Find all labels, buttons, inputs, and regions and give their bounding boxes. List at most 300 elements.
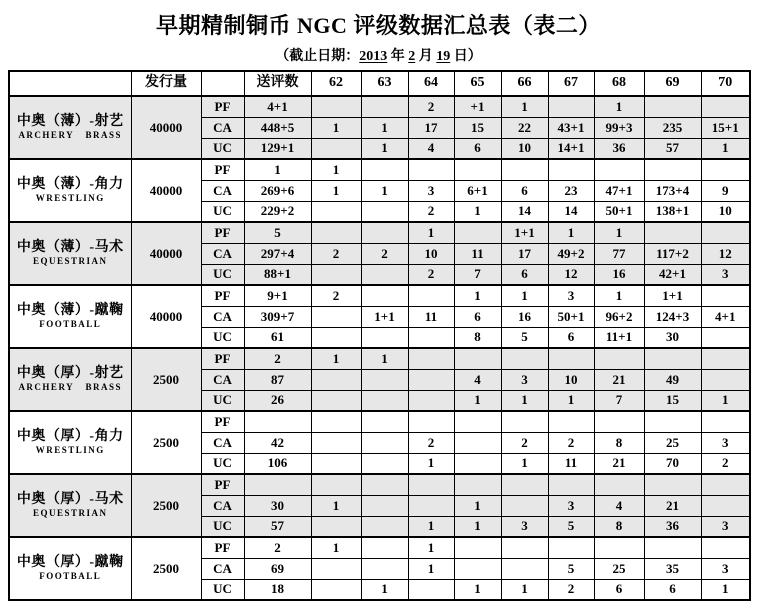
grade-count-cell: 4 — [594, 495, 644, 516]
grade-count-cell: 12 — [701, 243, 750, 264]
grade-type-cell: UC — [201, 453, 244, 474]
grade-count-cell: 1 — [311, 159, 361, 180]
grade-type-cell: PF — [201, 411, 244, 432]
grade-count-cell: 1 — [454, 390, 501, 411]
grade-count-cell: 12 — [548, 264, 594, 285]
grade-type-cell: UC — [201, 327, 244, 348]
grade-count-cell: 8 — [454, 327, 501, 348]
grade-count-cell — [454, 159, 501, 180]
grade-type-cell: UC — [201, 201, 244, 222]
grade-count-cell — [311, 222, 361, 243]
mintage-cell: 40000 — [131, 222, 201, 285]
mintage-cell: 2500 — [131, 411, 201, 474]
grade-type-cell: PF — [201, 537, 244, 558]
coin-name-cn: 中奥（薄）-角力 — [16, 176, 124, 192]
table-row — [9, 348, 750, 369]
grade-count-cell: 6 — [644, 579, 701, 600]
grade-header-67: 67 — [548, 71, 594, 96]
grade-count-cell — [408, 327, 454, 348]
grade-count-cell — [311, 369, 361, 390]
grade-type-header — [201, 71, 244, 96]
grade-count-cell: 1 — [361, 348, 408, 369]
subtitle-month: 2 — [408, 49, 416, 64]
grade-count-cell: 1 — [408, 453, 454, 474]
grade-count-cell — [311, 306, 361, 327]
submitted-count-cell: 106 — [244, 453, 311, 474]
grade-count-cell — [701, 222, 750, 243]
grade-count-cell: 7 — [454, 264, 501, 285]
grade-count-cell: 10 — [408, 243, 454, 264]
grade-type-cell: UC — [201, 390, 244, 411]
grade-count-cell: 96+2 — [594, 306, 644, 327]
submitted-count-cell — [244, 411, 311, 432]
grade-count-cell: 14 — [501, 201, 548, 222]
grade-count-cell: 1 — [361, 180, 408, 201]
grade-count-cell: 1 — [311, 348, 361, 369]
grade-type-cell: CA — [201, 558, 244, 579]
grade-count-cell: 1 — [454, 579, 501, 600]
grade-count-cell — [311, 264, 361, 285]
table-row — [9, 285, 750, 306]
grade-count-cell: 21 — [644, 495, 701, 516]
grade-header-66: 66 — [501, 71, 548, 96]
grade-count-cell: 15 — [644, 390, 701, 411]
grade-count-cell — [311, 558, 361, 579]
grade-count-cell — [701, 96, 750, 117]
grade-count-cell: 2 — [501, 432, 548, 453]
grade-count-cell: 77 — [594, 243, 644, 264]
grade-count-cell — [408, 495, 454, 516]
grade-count-cell: 10 — [548, 369, 594, 390]
coin-name-cn: 中奥（厚）-蹴鞠 — [16, 554, 124, 570]
grade-count-cell: 11 — [548, 453, 594, 474]
grade-header-69: 69 — [644, 71, 701, 96]
grade-header-68: 68 — [594, 71, 644, 96]
grade-type-cell: PF — [201, 159, 244, 180]
grade-count-cell — [548, 159, 594, 180]
grade-count-cell: 1 — [594, 222, 644, 243]
grade-count-cell: 21 — [594, 453, 644, 474]
grade-count-cell: 1 — [361, 579, 408, 600]
grade-count-cell: 3 — [548, 285, 594, 306]
grade-type-cell: PF — [201, 96, 244, 117]
grade-count-cell — [548, 474, 594, 495]
grade-count-cell — [311, 579, 361, 600]
grade-count-cell: 22 — [501, 117, 548, 138]
grade-count-cell — [408, 474, 454, 495]
grade-count-cell: 2 — [408, 96, 454, 117]
grade-count-cell — [501, 558, 548, 579]
grade-count-cell: 1 — [501, 390, 548, 411]
grade-count-cell — [548, 537, 594, 558]
grade-count-cell: 1 — [701, 138, 750, 159]
grade-count-cell: 15 — [454, 117, 501, 138]
mintage-cell: 2500 — [131, 348, 201, 411]
grade-count-cell: 4+1 — [701, 306, 750, 327]
grade-count-cell — [361, 558, 408, 579]
grade-count-cell: 2 — [408, 201, 454, 222]
submitted-count-cell: 61 — [244, 327, 311, 348]
grade-count-cell — [644, 222, 701, 243]
grade-count-cell: 6 — [454, 306, 501, 327]
grade-count-cell — [501, 159, 548, 180]
table-row — [9, 159, 750, 180]
grade-count-cell — [361, 453, 408, 474]
grade-count-cell: 36 — [594, 138, 644, 159]
grade-count-cell: 6 — [548, 327, 594, 348]
grade-count-cell: 11 — [408, 306, 454, 327]
submitted-count-cell: 69 — [244, 558, 311, 579]
submitted-count-cell: 2 — [244, 537, 311, 558]
grade-count-cell — [361, 495, 408, 516]
subtitle-year: 2013 — [359, 49, 388, 64]
grade-count-cell: 117+2 — [644, 243, 701, 264]
grade-count-cell: 36 — [644, 516, 701, 537]
grade-count-cell: 21 — [594, 369, 644, 390]
grade-header-65: 65 — [454, 71, 501, 96]
grade-count-cell: 2 — [361, 243, 408, 264]
grade-count-cell — [311, 411, 361, 432]
grade-count-cell: 99+3 — [594, 117, 644, 138]
grade-count-cell — [644, 159, 701, 180]
grade-count-cell: 1 — [594, 285, 644, 306]
submitted-count-cell: 87 — [244, 369, 311, 390]
mintage-header: 发行量 — [131, 71, 201, 96]
grade-count-cell: 1 — [311, 180, 361, 201]
grade-count-cell: 3 — [701, 432, 750, 453]
submitted-header: 送评数 — [244, 71, 311, 96]
grade-count-cell: 9 — [701, 180, 750, 201]
grade-count-cell: 25 — [644, 432, 701, 453]
submitted-count-cell: 4+1 — [244, 96, 311, 117]
page — [0, 9, 757, 601]
grade-count-cell: 1 — [594, 96, 644, 117]
grade-count-cell: 1 — [311, 117, 361, 138]
grade-count-cell — [408, 411, 454, 432]
coin-label-cell — [9, 411, 131, 474]
mintage-cell: 2500 — [131, 537, 201, 600]
grade-count-cell — [408, 348, 454, 369]
grade-count-cell: 124+3 — [644, 306, 701, 327]
grade-type-cell: UC — [201, 579, 244, 600]
grade-count-cell — [454, 453, 501, 474]
grade-count-cell — [594, 348, 644, 369]
grade-count-cell — [361, 201, 408, 222]
grade-count-cell — [361, 222, 408, 243]
grade-count-cell: 42+1 — [644, 264, 701, 285]
grade-count-cell: 138+1 — [644, 201, 701, 222]
grade-count-cell: 1 — [501, 285, 548, 306]
grade-count-cell: 1 — [361, 138, 408, 159]
grade-count-cell: 5 — [548, 558, 594, 579]
coin-name-en: ARCHERY BRASS — [18, 381, 123, 392]
grade-count-cell: 47+1 — [594, 180, 644, 201]
grade-type-cell: PF — [201, 474, 244, 495]
grade-count-cell: 35 — [644, 558, 701, 579]
grade-count-cell: 3 — [408, 180, 454, 201]
submitted-count-cell: 448+5 — [244, 117, 311, 138]
submitted-count-cell: 18 — [244, 579, 311, 600]
grade-type-cell: PF — [201, 222, 244, 243]
grade-count-cell: 1 — [548, 222, 594, 243]
subtitle-month-unit: 月 — [415, 49, 437, 64]
grade-header-64: 64 — [408, 71, 454, 96]
grade-count-cell: 50+1 — [548, 306, 594, 327]
mintage-cell: 2500 — [131, 474, 201, 537]
grade-count-cell: 1 — [361, 117, 408, 138]
grade-count-cell — [701, 369, 750, 390]
grade-count-cell — [361, 285, 408, 306]
grade-count-cell: 17 — [408, 117, 454, 138]
grade-count-cell: 16 — [501, 306, 548, 327]
grade-count-cell — [311, 201, 361, 222]
grade-header-70: 70 — [701, 71, 750, 96]
coin-label-cell — [9, 159, 131, 222]
grade-count-cell — [501, 411, 548, 432]
grade-count-cell: 1 — [454, 495, 501, 516]
grade-header-63: 63 — [361, 71, 408, 96]
coin-label-cell — [9, 285, 131, 348]
grade-count-cell — [408, 369, 454, 390]
grade-count-cell: 5 — [501, 327, 548, 348]
grade-count-cell: 57 — [644, 138, 701, 159]
grade-count-cell: 23 — [548, 180, 594, 201]
mintage-cell: 40000 — [131, 285, 201, 348]
grade-count-cell: 2 — [548, 432, 594, 453]
grade-count-cell: 1+1 — [644, 285, 701, 306]
coin-name-en: FOOTBALL — [39, 318, 102, 329]
submitted-count-cell: 229+2 — [244, 201, 311, 222]
coin-name-cn: 中奥（厚）-马术 — [16, 491, 124, 507]
grade-count-cell: 1 — [701, 579, 750, 600]
grade-count-cell — [701, 285, 750, 306]
grade-count-cell — [408, 579, 454, 600]
grade-count-cell — [644, 348, 701, 369]
grade-count-cell: 3 — [701, 264, 750, 285]
grade-count-cell — [408, 285, 454, 306]
grade-count-cell — [501, 474, 548, 495]
grade-count-cell — [454, 411, 501, 432]
coin-label-cell — [9, 474, 131, 537]
grade-count-cell: 2 — [311, 285, 361, 306]
grade-count-cell — [594, 411, 644, 432]
grade-count-cell — [361, 390, 408, 411]
grade-count-cell — [501, 537, 548, 558]
header-row — [9, 71, 750, 96]
grade-count-cell: 3 — [548, 495, 594, 516]
grade-count-cell: 1 — [311, 537, 361, 558]
grade-count-cell — [361, 159, 408, 180]
submitted-count-cell: 26 — [244, 390, 311, 411]
grade-count-cell: 1 — [454, 516, 501, 537]
grade-count-cell: 1 — [501, 579, 548, 600]
grade-count-cell: +1 — [454, 96, 501, 117]
subtitle-day-unit: 日） — [450, 49, 482, 64]
grade-count-cell: 17 — [501, 243, 548, 264]
grade-count-cell: 1 — [408, 537, 454, 558]
grade-count-cell: 1+1 — [501, 222, 548, 243]
grade-count-cell: 6 — [501, 180, 548, 201]
submitted-count-cell: 42 — [244, 432, 311, 453]
grade-count-cell: 6 — [454, 138, 501, 159]
grade-count-cell: 1 — [311, 495, 361, 516]
subtitle-prefix: （截止日期： — [275, 49, 360, 64]
grade-type-cell: UC — [201, 138, 244, 159]
grade-count-cell: 1 — [501, 453, 548, 474]
grade-count-cell: 173+4 — [644, 180, 701, 201]
grade-count-cell: 1 — [701, 390, 750, 411]
grade-count-cell — [701, 474, 750, 495]
grade-count-cell: 50+1 — [594, 201, 644, 222]
grade-count-cell: 8 — [594, 432, 644, 453]
grade-count-cell: 4 — [408, 138, 454, 159]
grade-count-cell — [594, 537, 644, 558]
grade-count-cell — [361, 327, 408, 348]
page-title: 早期精制铜币 NGC 评级数据汇总表（表二） — [156, 13, 601, 38]
grade-count-cell — [361, 411, 408, 432]
submitted-count-cell: 2 — [244, 348, 311, 369]
submitted-count-cell: 1 — [244, 159, 311, 180]
coin-name-en: FOOTBALL — [39, 570, 102, 581]
grade-count-cell: 70 — [644, 453, 701, 474]
grade-count-cell: 6 — [594, 579, 644, 600]
coin-name-en: EQUESTRIAN — [32, 507, 108, 518]
grade-count-cell: 1 — [408, 222, 454, 243]
grade-count-cell: 43+1 — [548, 117, 594, 138]
grade-count-cell — [361, 537, 408, 558]
grade-count-cell — [454, 474, 501, 495]
grade-count-cell: 7 — [594, 390, 644, 411]
table-row — [9, 411, 750, 432]
grade-count-cell — [644, 537, 701, 558]
grade-count-cell: 2 — [548, 579, 594, 600]
grade-count-cell: 4 — [454, 369, 501, 390]
grade-count-cell: 1 — [454, 285, 501, 306]
coin-name-cn: 中奥（薄）-马术 — [16, 239, 124, 255]
grade-count-cell: 1+1 — [361, 306, 408, 327]
grade-header-62: 62 — [311, 71, 361, 96]
grade-count-cell: 2 — [408, 432, 454, 453]
submitted-count-cell — [244, 474, 311, 495]
coin-name-en: EQUESTRIAN — [32, 255, 108, 266]
grade-count-cell: 3 — [501, 516, 548, 537]
subtitle-year-unit: 年 — [387, 49, 409, 64]
grade-count-cell: 6 — [501, 264, 548, 285]
grade-count-cell — [701, 495, 750, 516]
grade-count-cell: 30 — [644, 327, 701, 348]
grade-count-cell — [311, 474, 361, 495]
grade-count-cell — [501, 495, 548, 516]
submitted-count-cell: 269+6 — [244, 180, 311, 201]
table-row — [9, 537, 750, 558]
grade-count-cell: 14 — [548, 201, 594, 222]
grade-type-cell: PF — [201, 348, 244, 369]
grade-count-cell — [311, 96, 361, 117]
grade-type-cell: CA — [201, 243, 244, 264]
grade-count-cell: 3 — [701, 516, 750, 537]
grade-count-cell — [361, 369, 408, 390]
grade-count-cell — [594, 474, 644, 495]
table-row — [9, 222, 750, 243]
grade-count-cell: 11+1 — [594, 327, 644, 348]
grade-count-cell — [311, 390, 361, 411]
coin-name-cn: 中奥（薄）-射艺 — [16, 113, 124, 129]
coin-label-cell — [9, 222, 131, 285]
grade-type-cell: CA — [201, 306, 244, 327]
grade-count-cell — [361, 96, 408, 117]
grading-table — [8, 70, 751, 601]
grade-count-cell — [311, 138, 361, 159]
grade-count-cell — [548, 96, 594, 117]
grade-count-cell — [454, 222, 501, 243]
grade-type-cell: CA — [201, 495, 244, 516]
grade-type-cell: UC — [201, 264, 244, 285]
grade-count-cell: 5 — [548, 516, 594, 537]
grade-count-cell — [701, 348, 750, 369]
grade-type-cell: CA — [201, 180, 244, 201]
grade-count-cell — [701, 159, 750, 180]
submitted-count-cell: 297+4 — [244, 243, 311, 264]
grade-type-cell: PF — [201, 285, 244, 306]
submitted-count-cell: 57 — [244, 516, 311, 537]
grade-count-cell: 11 — [454, 243, 501, 264]
coin-label-cell — [9, 96, 131, 159]
submitted-count-cell: 309+7 — [244, 306, 311, 327]
grade-count-cell: 49 — [644, 369, 701, 390]
grade-count-cell: 2 — [311, 243, 361, 264]
table-row — [9, 96, 750, 117]
subtitle-day: 19 — [436, 49, 451, 64]
grade-count-cell — [311, 432, 361, 453]
grade-count-cell — [408, 390, 454, 411]
grade-count-cell — [454, 537, 501, 558]
coin-name-en: WRESTLING — [35, 444, 105, 455]
grade-count-cell — [311, 327, 361, 348]
grade-count-cell — [644, 474, 701, 495]
grade-count-cell: 3 — [701, 558, 750, 579]
coin-name-cn: 中奥（薄）-蹴鞠 — [16, 302, 124, 318]
coin-name-en: ARCHERY BRASS — [18, 129, 123, 140]
coin-name-cn: 中奥（厚）-射艺 — [16, 365, 124, 381]
grade-count-cell — [701, 411, 750, 432]
grade-count-cell — [644, 411, 701, 432]
grade-count-cell — [594, 159, 644, 180]
coin-label-cell — [9, 537, 131, 600]
mintage-cell: 40000 — [131, 96, 201, 159]
grade-count-cell — [701, 537, 750, 558]
grade-type-cell: CA — [201, 117, 244, 138]
grade-count-cell — [501, 348, 548, 369]
grade-count-cell: 3 — [501, 369, 548, 390]
grade-count-cell: 2 — [408, 264, 454, 285]
submitted-count-cell: 30 — [244, 495, 311, 516]
coin-name-cn: 中奥（厚）-角力 — [16, 428, 124, 444]
grade-count-cell — [454, 348, 501, 369]
submitted-count-cell: 5 — [244, 222, 311, 243]
grade-type-cell: UC — [201, 516, 244, 537]
submitted-count-cell: 9+1 — [244, 285, 311, 306]
grade-count-cell — [548, 348, 594, 369]
corner-cell — [9, 71, 131, 96]
grade-count-cell: 1 — [408, 558, 454, 579]
grade-count-cell: 1 — [548, 390, 594, 411]
grade-count-cell — [644, 96, 701, 117]
grade-count-cell — [361, 264, 408, 285]
grade-count-cell — [311, 516, 361, 537]
grade-count-cell — [361, 516, 408, 537]
grade-type-cell: CA — [201, 369, 244, 390]
grade-count-cell: 15+1 — [701, 117, 750, 138]
